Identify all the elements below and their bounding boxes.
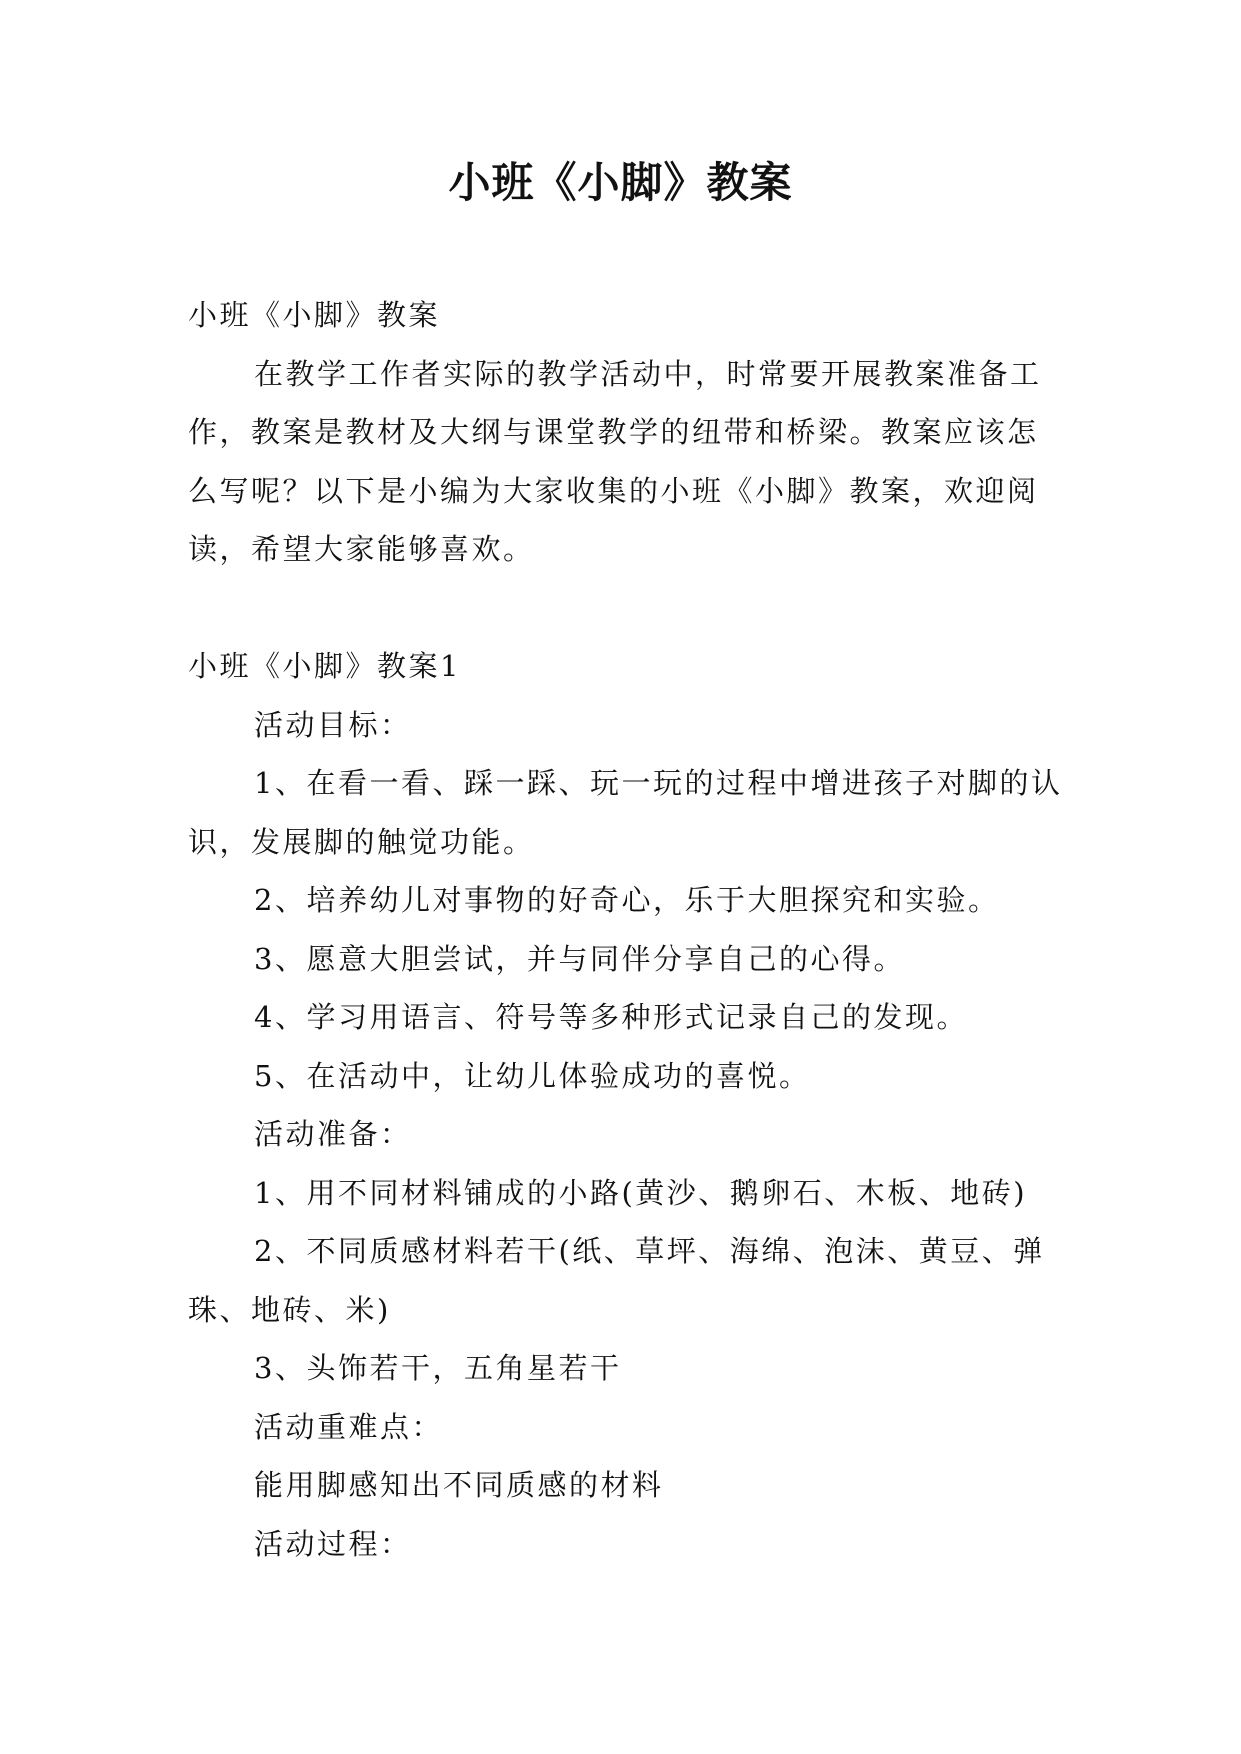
objectives-heading: 活动目标：: [254, 707, 412, 742]
key-heading: 活动重难点：: [254, 1409, 444, 1444]
prep-item: 2、不同质感材料若干(纸、草坪、海绵、泡沫、黄豆、弹珠、地砖、米): [188, 1234, 1045, 1327]
objective-item: 4、学习用语言、符号等多种形式记录自己的发现。: [254, 1000, 968, 1034]
section-heading: 小班《小脚》教案1: [188, 649, 461, 683]
objective-item: 3、愿意大胆尝试，并与同伴分享自己的心得。: [254, 941, 905, 976]
objective-item: 2、培养幼儿对事物的好奇心，乐于大胆探究和实验。: [254, 883, 1000, 917]
paragraph-gap: [188, 579, 1068, 638]
objective-item: 5、在活动中，让幼儿体验成功的喜悦。: [254, 1058, 811, 1093]
prep-item: 3、头饰若干，五角星若干: [254, 1351, 622, 1385]
prep-item: 1、用不同材料铺成的小路(黄沙、鹅卵石、木板、地砖): [254, 1175, 1028, 1210]
objective-item: 1、在看一看、踩一踩、玩一玩的过程中增进孩子对脚的认识，发展脚的触觉功能。: [188, 766, 1063, 859]
process-heading: 活动过程：: [254, 1526, 412, 1561]
document-subtitle: 小班《小脚》教案: [188, 298, 441, 332]
prep-heading: 活动准备：: [254, 1117, 412, 1151]
document-body: [188, 286, 1068, 1573]
intro-paragraph: 在教学工作者实际的教学活动中，时常要开展教案准备工作，教案是教材及大纲与课堂教学的纽带和桥梁。教案应该怎么写呢？以下是小编为大家收集的小班《小脚》教案，欢迎阅读，希望大家能够喜欢。: [188, 356, 1042, 566]
document-title: 小班《小脚》教案: [448, 158, 793, 207]
key-point: 能用脚感知出不同质感的材料: [254, 1468, 664, 1502]
